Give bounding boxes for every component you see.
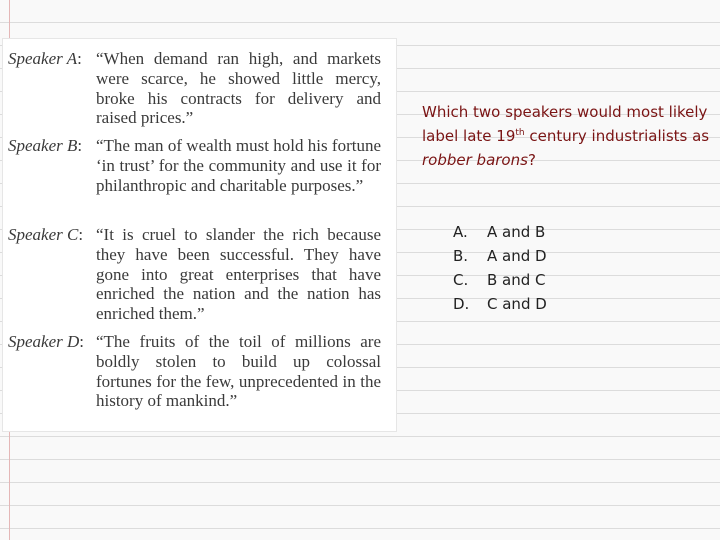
- speaker-a-name: Speaker A: [8, 49, 78, 68]
- speaker-c-label: Speaker C:: [8, 225, 84, 244]
- question-emphasis: robber barons: [422, 151, 528, 169]
- speaker-d-label: Speaker D:: [8, 332, 85, 351]
- question-text: [422, 100, 712, 172]
- choice-b[interactable]: [453, 244, 547, 268]
- speaker-b-block: [8, 136, 381, 195]
- choice-c[interactable]: [453, 268, 547, 292]
- question-part-1: Which two speakers would most likely label late 19: [422, 103, 708, 145]
- speaker-a-block: [8, 49, 381, 128]
- speaker-d-quote: “The fruits of the toil of millions are boldly stolen to build up colossal fortunes for the few, unprecedented in the history of mankind.”: [96, 332, 381, 411]
- speaker-b-name: Speaker B: [8, 136, 78, 155]
- choice-a-letter: A.: [453, 223, 468, 241]
- choice-a-text: A and B: [487, 223, 546, 241]
- speaker-quotes-panel: [2, 38, 397, 432]
- speaker-c-quote: “It is cruel to slander the rich because they have been successful. They have gone into great enterprises that have enriched the nation and the nation has enriched them.”: [96, 225, 381, 324]
- question-superscript: th: [515, 128, 525, 138]
- choice-c-text: B and C: [487, 271, 546, 289]
- speaker-b-label: Speaker B:: [8, 136, 83, 155]
- answer-choices: [453, 220, 547, 316]
- speaker-c-name: Speaker C: [8, 225, 79, 244]
- question-part-2: century industrialists as: [524, 127, 710, 145]
- speaker-b-quote: “The man of wealth must hold his fortune ‘in trust’ for the community and use it for philanthropic and charitable purposes.”: [96, 136, 381, 195]
- speaker-c-block: [8, 225, 381, 324]
- choice-b-text: A and D: [487, 247, 547, 265]
- speaker-d-name: Speaker D: [8, 332, 80, 351]
- choice-b-letter: B.: [453, 247, 469, 265]
- choice-c-letter: C.: [453, 271, 469, 289]
- speaker-d-block: [8, 332, 381, 411]
- choice-d-letter: D.: [453, 295, 470, 313]
- speaker-a-quote: “When demand ran high, and markets were scarce, he showed little mercy, broke his contracts for delivery and raised prices.”: [96, 49, 381, 128]
- choice-a[interactable]: [453, 220, 547, 244]
- speaker-a-label: Speaker A:: [8, 49, 82, 68]
- choice-d-text: C and D: [487, 295, 547, 313]
- choice-d[interactable]: [453, 292, 547, 316]
- question-end: ?: [527, 151, 536, 169]
